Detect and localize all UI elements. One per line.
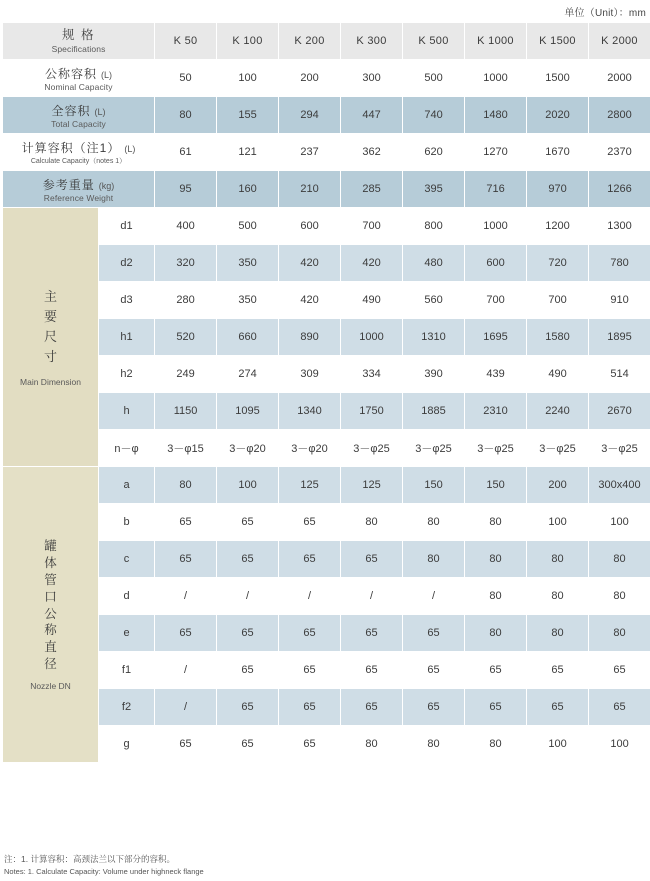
table-row (3, 356, 650, 393)
table-header-row (3, 23, 650, 60)
cell: 362 (341, 134, 403, 171)
cell: 100 (589, 504, 650, 541)
main-dim-char-0: 主 (43, 288, 57, 304)
table-row (3, 504, 650, 541)
cell: 3－φ20 (217, 430, 279, 467)
header-col-7: K 2000 (589, 23, 650, 60)
cell: 480 (403, 245, 465, 282)
header-col-4: K 500 (403, 23, 465, 60)
symbol-cell: b (99, 504, 155, 541)
cell: 150 (403, 467, 465, 504)
row-label-reference-weight (3, 171, 155, 208)
cell: 80 (589, 615, 650, 652)
table-row (3, 97, 650, 134)
cell: 285 (341, 171, 403, 208)
cell: 520 (155, 319, 217, 356)
cell: 395 (403, 171, 465, 208)
cell: 716 (465, 171, 527, 208)
cell: 210 (279, 171, 341, 208)
cell: 700 (527, 282, 589, 319)
cell: 720 (527, 245, 589, 282)
cell: 600 (279, 208, 341, 245)
cell: 3－φ25 (465, 430, 527, 467)
symbol-cell: d3 (99, 282, 155, 319)
cell: 80 (465, 504, 527, 541)
cell: 350 (217, 282, 279, 319)
header-spec-cn: 规 格 (62, 28, 95, 43)
label-unit: (L) (94, 106, 106, 117)
cell: 65 (155, 615, 217, 652)
cell: 65 (403, 652, 465, 689)
nozzle-char-0: 罐 (44, 539, 57, 553)
cell: 490 (527, 356, 589, 393)
label-unit: (kg) (98, 180, 115, 191)
cell: 100 (527, 504, 589, 541)
row-label-nominal-capacity (3, 60, 155, 97)
cell: 1095 (217, 393, 279, 430)
cell: / (155, 578, 217, 615)
cell: 1000 (341, 319, 403, 356)
nozzle-char-7: 径 (44, 657, 57, 672)
cell: 3－φ20 (279, 430, 341, 467)
group-label-main-dimension (3, 208, 99, 467)
symbol-cell: e (99, 615, 155, 652)
cell: 65 (527, 689, 589, 726)
footnotes (4, 853, 204, 877)
cell: 100 (527, 726, 589, 763)
cell: 500 (217, 208, 279, 245)
main-dim-char-3: 寸 (43, 349, 57, 365)
table-row (3, 615, 650, 652)
cell: 1480 (465, 97, 527, 134)
cell: 400 (155, 208, 217, 245)
cell: 65 (279, 652, 341, 689)
cell: 600 (465, 245, 527, 282)
cell: 65 (589, 652, 650, 689)
table-row (3, 652, 650, 689)
header-col-3: K 300 (341, 23, 403, 60)
cell: 3－φ25 (527, 430, 589, 467)
footnote-cn: 注：1. 计算容积：高颈法兰以下部分的容积。 (4, 854, 175, 864)
cell: 65 (527, 652, 589, 689)
cell: 1266 (589, 171, 650, 208)
footnote-en: Notes: 1. Calculate Capacity: Volume under highneck flange (4, 866, 204, 876)
cell: 80 (403, 541, 465, 578)
cell: 65 (403, 615, 465, 652)
symbol-cell: h (99, 393, 155, 430)
cell: 439 (465, 356, 527, 393)
cell: 490 (341, 282, 403, 319)
cell: 2310 (465, 393, 527, 430)
main-dim-en: Main Dimension (20, 377, 81, 388)
cell: 65 (279, 541, 341, 578)
nozzle-char-1: 体 (44, 555, 57, 570)
cell: 2800 (589, 97, 650, 134)
cell: 1310 (403, 319, 465, 356)
header-col-0: K 50 (155, 23, 217, 60)
cell: 160 (217, 171, 279, 208)
cell: 309 (279, 356, 341, 393)
cell: 200 (279, 60, 341, 97)
cell: 420 (341, 245, 403, 282)
cell: 80 (527, 615, 589, 652)
row-label-calculate-capacity (3, 134, 155, 171)
cell: 320 (155, 245, 217, 282)
cell: 237 (279, 134, 341, 171)
cell: 80 (155, 467, 217, 504)
cell: 1000 (465, 60, 527, 97)
table-row (3, 208, 650, 245)
cell: 65 (217, 652, 279, 689)
cell: 65 (403, 689, 465, 726)
specifications-table (2, 22, 650, 763)
cell: 50 (155, 60, 217, 97)
label-unit: (L) (101, 69, 113, 80)
cell: 800 (403, 208, 465, 245)
symbol-cell: h1 (99, 319, 155, 356)
symbol-cell: a (99, 467, 155, 504)
cell: 350 (217, 245, 279, 282)
cell: 1750 (341, 393, 403, 430)
label-en: Total Capacity (51, 118, 106, 129)
table-row (3, 726, 650, 763)
row-label-total-capacity (3, 97, 155, 134)
label-en: Reference Weight (43, 192, 114, 203)
cell: 334 (341, 356, 403, 393)
cell: 2370 (589, 134, 650, 171)
cell: 65 (279, 726, 341, 763)
main-dim-char-2: 尺 (43, 329, 57, 344)
header-col-2: K 200 (279, 23, 341, 60)
table-row (3, 430, 650, 467)
cell: 65 (155, 541, 217, 578)
cell: 65 (341, 689, 403, 726)
cell: 65 (341, 541, 403, 578)
cell: 2670 (589, 393, 650, 430)
cell: 65 (155, 504, 217, 541)
table-row (3, 171, 650, 208)
cell: 1150 (155, 393, 217, 430)
cell: 700 (465, 282, 527, 319)
table-row (3, 134, 650, 171)
cell: / (341, 578, 403, 615)
cell: 100 (217, 60, 279, 97)
cell: 80 (155, 97, 217, 134)
cell: 155 (217, 97, 279, 134)
cell: 65 (341, 652, 403, 689)
cell: 500 (403, 60, 465, 97)
table-row (3, 467, 650, 504)
table-row (3, 60, 650, 97)
nozzle-char-4: 公 (44, 606, 57, 621)
cell: 300 (341, 60, 403, 97)
cell: 447 (341, 97, 403, 134)
symbol-cell: f2 (99, 689, 155, 726)
cell: 100 (589, 726, 650, 763)
symbol-cell: f1 (99, 652, 155, 689)
cell: 80 (465, 726, 527, 763)
label-en: Calculate Capacity（notes 1） (30, 157, 127, 165)
label-unit: (L) (124, 143, 136, 154)
cell: 65 (589, 689, 650, 726)
cell: 80 (589, 578, 650, 615)
cell: 2240 (527, 393, 589, 430)
cell: / (155, 652, 217, 689)
symbol-cell: c (99, 541, 155, 578)
cell: 80 (527, 541, 589, 578)
cell: 80 (403, 504, 465, 541)
cell: / (403, 578, 465, 615)
cell: 780 (589, 245, 650, 282)
nozzle-char-2: 管 (44, 572, 57, 587)
cell: 274 (217, 356, 279, 393)
cell: 125 (279, 467, 341, 504)
table-row (3, 245, 650, 282)
cell: 294 (279, 97, 341, 134)
cell: 65 (217, 689, 279, 726)
cell: / (279, 578, 341, 615)
cell: 890 (279, 319, 341, 356)
cell: 65 (279, 689, 341, 726)
cell: 910 (589, 282, 650, 319)
cell: 1580 (527, 319, 589, 356)
cell: 80 (341, 726, 403, 763)
cell: 2000 (589, 60, 650, 97)
nozzle-char-3: 口 (44, 589, 57, 604)
cell: 1300 (589, 208, 650, 245)
cell: 65 (217, 615, 279, 652)
cell: 65 (341, 615, 403, 652)
cell: 560 (403, 282, 465, 319)
table-row (3, 578, 650, 615)
cell: 420 (279, 245, 341, 282)
cell: 125 (341, 467, 403, 504)
cell: 1670 (527, 134, 589, 171)
cell: 80 (403, 726, 465, 763)
cell: 65 (217, 504, 279, 541)
cell: 65 (217, 726, 279, 763)
cell: 2020 (527, 97, 589, 134)
symbol-cell: d (99, 578, 155, 615)
cell: 970 (527, 171, 589, 208)
cell: 80 (465, 578, 527, 615)
cell: 65 (155, 726, 217, 763)
symbol-cell: n－φ (99, 430, 155, 467)
unit-note: 单位（Unit）：mm (564, 8, 646, 19)
symbol-cell: d1 (99, 208, 155, 245)
cell: 121 (217, 134, 279, 171)
group-label-nozzle-dn (3, 467, 99, 763)
cell: 660 (217, 319, 279, 356)
cell: 3－φ25 (341, 430, 403, 467)
cell: 95 (155, 171, 217, 208)
cell: 65 (465, 652, 527, 689)
nozzle-char-5: 称 (44, 623, 57, 638)
cell: / (217, 578, 279, 615)
cell: 249 (155, 356, 217, 393)
cell: 65 (465, 689, 527, 726)
cell: 3－φ15 (155, 430, 217, 467)
cell: 514 (589, 356, 650, 393)
cell: 390 (403, 356, 465, 393)
cell: 700 (341, 208, 403, 245)
cell: 1000 (465, 208, 527, 245)
cell: 80 (341, 504, 403, 541)
cell: 280 (155, 282, 217, 319)
table-row (3, 689, 650, 726)
cell: 65 (279, 504, 341, 541)
header-col-1: K 100 (217, 23, 279, 60)
symbol-cell: d2 (99, 245, 155, 282)
cell: 61 (155, 134, 217, 171)
cell: 65 (217, 541, 279, 578)
header-specifications-cell (3, 23, 155, 60)
label-cn: 计算容积（注1） (21, 140, 121, 155)
cell: 1885 (403, 393, 465, 430)
cell: 1500 (527, 60, 589, 97)
header-col-6: K 1500 (527, 23, 589, 60)
cell: 80 (589, 541, 650, 578)
cell: 300x400 (589, 467, 650, 504)
table-row (3, 393, 650, 430)
cell: 740 (403, 97, 465, 134)
symbol-cell: g (99, 726, 155, 763)
table-row (3, 319, 650, 356)
symbol-cell: h2 (99, 356, 155, 393)
cell: 150 (465, 467, 527, 504)
cell: 200 (527, 467, 589, 504)
label-cn: 参考重量 (42, 177, 95, 192)
cell: 1200 (527, 208, 589, 245)
table-row (3, 282, 650, 319)
nozzle-char-6: 直 (44, 640, 57, 655)
cell: 1270 (465, 134, 527, 171)
cell: 65 (279, 615, 341, 652)
cell: 1340 (279, 393, 341, 430)
cell: 420 (279, 282, 341, 319)
header-col-5: K 1000 (465, 23, 527, 60)
label-cn: 全容积 (51, 103, 91, 118)
header-spec-en: Specifications (51, 43, 106, 54)
table-row (3, 541, 650, 578)
nozzle-en: Nozzle DN (30, 681, 71, 691)
cell: 1695 (465, 319, 527, 356)
label-cn: 公称容积 (45, 66, 98, 81)
cell: 3－φ25 (589, 430, 650, 467)
cell: 3－φ25 (403, 430, 465, 467)
cell: / (155, 689, 217, 726)
cell: 80 (465, 541, 527, 578)
cell: 80 (465, 615, 527, 652)
cell: 100 (217, 467, 279, 504)
cell: 1895 (589, 319, 650, 356)
main-dim-char-1: 要 (43, 308, 57, 324)
cell: 80 (527, 578, 589, 615)
label-en: Nominal Capacity (44, 81, 113, 92)
cell: 620 (403, 134, 465, 171)
